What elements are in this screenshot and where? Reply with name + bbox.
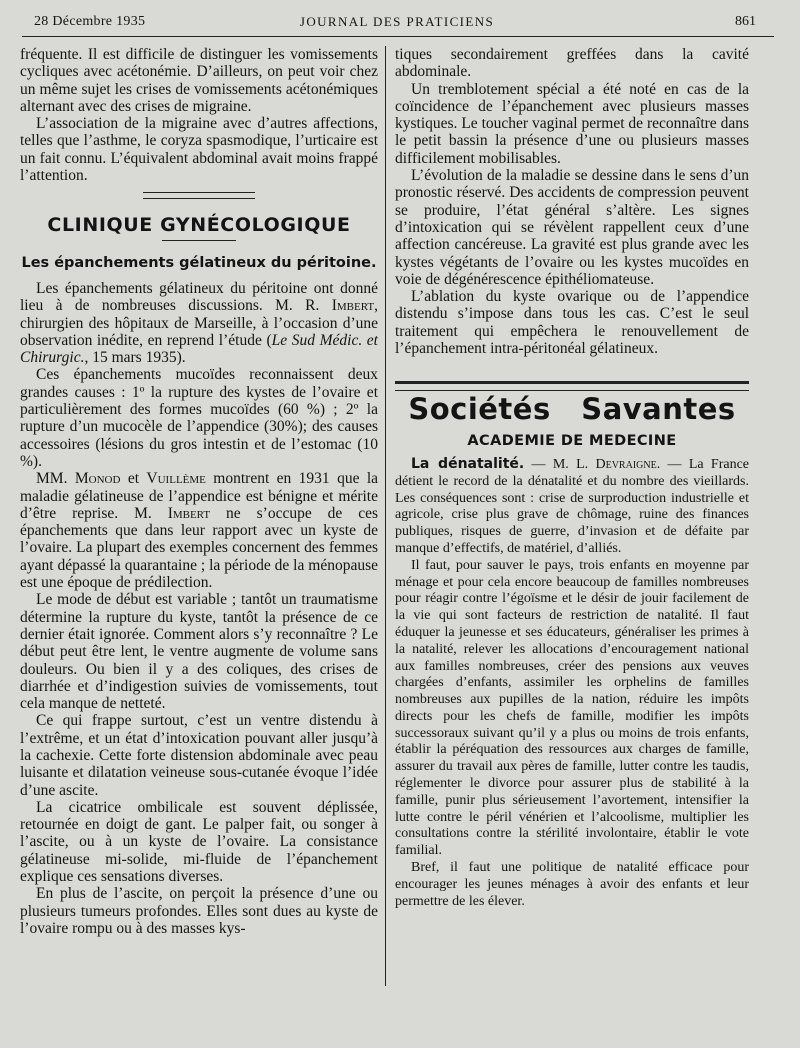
paragraph: Le mode de début est variable ; tantôt un traumatisme détermine la rupture du kyste, tantôt la présence de ce dernier était ignorée. Comment alors s’y reconnaître ? Le début peut être lent, le ventre augmente de volume sans douleurs. Ou bien il y a des coliques, des crises de diarrhée et d’indigestion suivies de vomissements, tout cela manque de netteté. [20, 591, 378, 713]
header-rule [22, 36, 774, 37]
text-run: ne s’occupe de ces épanchements que dans leur rapport avec un kyste de l’ovaire. La plupart des exemples concernent des femmes ayant dépassé la quarantaine ; la période de la ménopause est une époque de prédilection. [20, 504, 379, 592]
paragraph: En plus de l’ascite, on perçoit la présence d’une ou plusieurs tumeurs profondes. Elles sont dues au kyste de l’ovaire rompu ou à des masses kys- [20, 885, 378, 937]
paragraph: Il faut, pour sauver le pays, trois enfants en moyenne par ménage et pour cela encore beaucoup de familles nombreuses pour réagir contre l’égoïsme et le désir de jouir facilement de la vie qui sont facteurs de restriction de natalité. Il faut éduquer la jeunesse et ses éducateurs, généraliser les primes à la natalité, relever les allocations d’encouragement national aux familles nombreuses, créer des pensions aux veuves chargées d’enfants, assimiler les orphelins de familles nombreuses aux pupilles de la nation, réduire les impôts directs pour les chefs de famille, modifier les impôts successoraux suivant qu’il y a plus ou moins de trois enfants, établir la péréquation des ressources aux charges de famille, assurer du travail aux pères de famille, lutter contre les taudis, réglementer le divorce pour assurer plus de stabilité à la famille, punir plus sérieusement l’avortement, intensifier la lutte contre le péril vénérien et l’alcoolisme, multiplier les consultations contre la stérilité involontaire, établir le vote familial. [395, 557, 749, 859]
left-column [20, 46, 378, 937]
header-page-number: 861 [735, 14, 756, 29]
author-name: Imbert [331, 297, 375, 315]
source-citation: Le Sud Médic. et Chirurgic. [20, 331, 378, 367]
paragraph: Ce qui frappe surtout, c’est un ventre distendu à l’extrême, et un état d’intoxication pouvant aller jusqu’à la cachexie. Cette forte distension abdominale avec peau luisante et dilatation veineuse sous-cutanée évoque l’idée d’une ascite. [20, 712, 378, 799]
paragraph [20, 470, 378, 591]
paragraph: L’ablation du kyste ovarique ou de l’appendice distendu s’impose dans tous les cas. C’est le seul traitement qui empêchera le renouvellement de l’épanchement intra-péritonéal gélatineux. [395, 288, 749, 358]
text-run: MM. [36, 470, 68, 488]
header-date: 28 Décembre 1935 [34, 14, 146, 29]
text-run: . — [656, 456, 689, 472]
text-run: , chirurgien des hôpitaux de Marseille, à l’occasion d’une observation inédite, en reprend l’étude ( [20, 297, 378, 349]
thick-double-rule [395, 381, 749, 391]
paragraph: L’association de la migraine avec d’autres affections, telles que l’asthme, le coryza spasmodique, l’urticaire est un fait connu. L’équivalent abdominal avait moins frappé l’attention. [20, 115, 378, 185]
article-title: Les épanchements gélatineux du péritoine. [21, 254, 377, 271]
paragraph: Bref, il faut une politique de natalité efficace pour encourager les jeunes ménages à avoir des enfants et leur permettre de les élever. [395, 860, 749, 909]
text-run: , 15 mars 1935). [84, 349, 186, 367]
text-run: — M. L. [524, 456, 596, 472]
paragraph: tiques secondairement greffées dans la cavité abdominale. [395, 46, 749, 81]
subsection-title-academy: ACADEMIE DE MEDECINE [467, 432, 677, 449]
right-column [395, 46, 749, 910]
double-rule-divider [143, 192, 255, 199]
paragraph: Ces épanchements mucoïdes reconnaissent deux grandes causes : 1º la rupture des kystes de l’ovaire et particulièrement des formes mucoïdes (60 %) ; 2º la rupture d’un mucocèle de l’appendice (30%); des causes accessoires (lésions du gros intestin et de l’estomac (10 %). [20, 366, 378, 470]
paragraph: La cicatrice ombilicale est souvent déplissée, retournée en doigt de gant. Le palper fait, ou songer à l’ascite, ou à un kyste de l’ovaire. La consistance gélatineuse mi-solide, mi-fluide de l’épanchement explique ces sensations diverses. [20, 798, 378, 886]
paragraph [395, 456, 749, 558]
header-journal-title: JOURNAL DES PRATICIENS [299, 14, 495, 29]
section-title-gynecology: CLINIQUE GYNÉCOLOGIQUE [47, 214, 351, 237]
paragraph [20, 280, 378, 366]
section-title-societies: Sociétés Savantes [408, 392, 736, 427]
report-title: La dénatalité. [411, 455, 525, 472]
text-run: Les épanchements gélatineux du péritoine ont donné lieu à de nombreuses discussions. M. R. [20, 279, 378, 315]
short-divider [162, 240, 236, 241]
text-run: La France détient le record de la dénatalité et du nombre des vieillards. Les conséquences sont : crise de surproduction industrielle et agricole, crise plus grave de chômage, ruine des finances publiques, risques de guerre, d’invasion et de défaite par manque d’effectifs, de matériel, d’alliés. [395, 456, 749, 556]
running-header [26, 14, 768, 34]
author-name: Imbert [167, 504, 211, 522]
academy-report [395, 456, 749, 911]
text-run: et [127, 470, 140, 488]
text-run: montrent en 1931 que la maladie gélatineuse de l’appendice est bénigne et mérite d’être reprise. M. [20, 470, 379, 522]
paragraph: Un tremblotement spécial a été noté en cas de la coïncidence de l’épanchement avec plusieurs masses kystiques. Le toucher vaginal permet de reconnaître dans le petit bassin la présence d’une ou plusieurs masses difficilement mobilisables. [395, 80, 749, 167]
column-divider [385, 46, 386, 986]
paragraph: fréquente. Il est difficile de distinguer les vomissements cycliques avec acétonémie. D’ailleurs, on peut voir chez un même sujet les crises de vomissements acétonémiques alternant avec des crises de migraine. [20, 46, 378, 115]
author-name: Devraigne [595, 456, 657, 472]
paragraph: L’évolution de la maladie se dessine dans le sens d’un pronostic réservé. Des accidents de compression peuvent se produire, l’état général s’altère. Les signes d’intoxication qui se révèlent rappellent ceux d’une affection cancéreuse. La gravité est plus grande avec les kystes végétants de l’ovaire ou les kystes mucoïdes en voie de dégénérescence épithéliomateuse. [395, 167, 749, 288]
author-name: Vuillème [146, 470, 206, 488]
author-name: Monod [74, 470, 121, 488]
